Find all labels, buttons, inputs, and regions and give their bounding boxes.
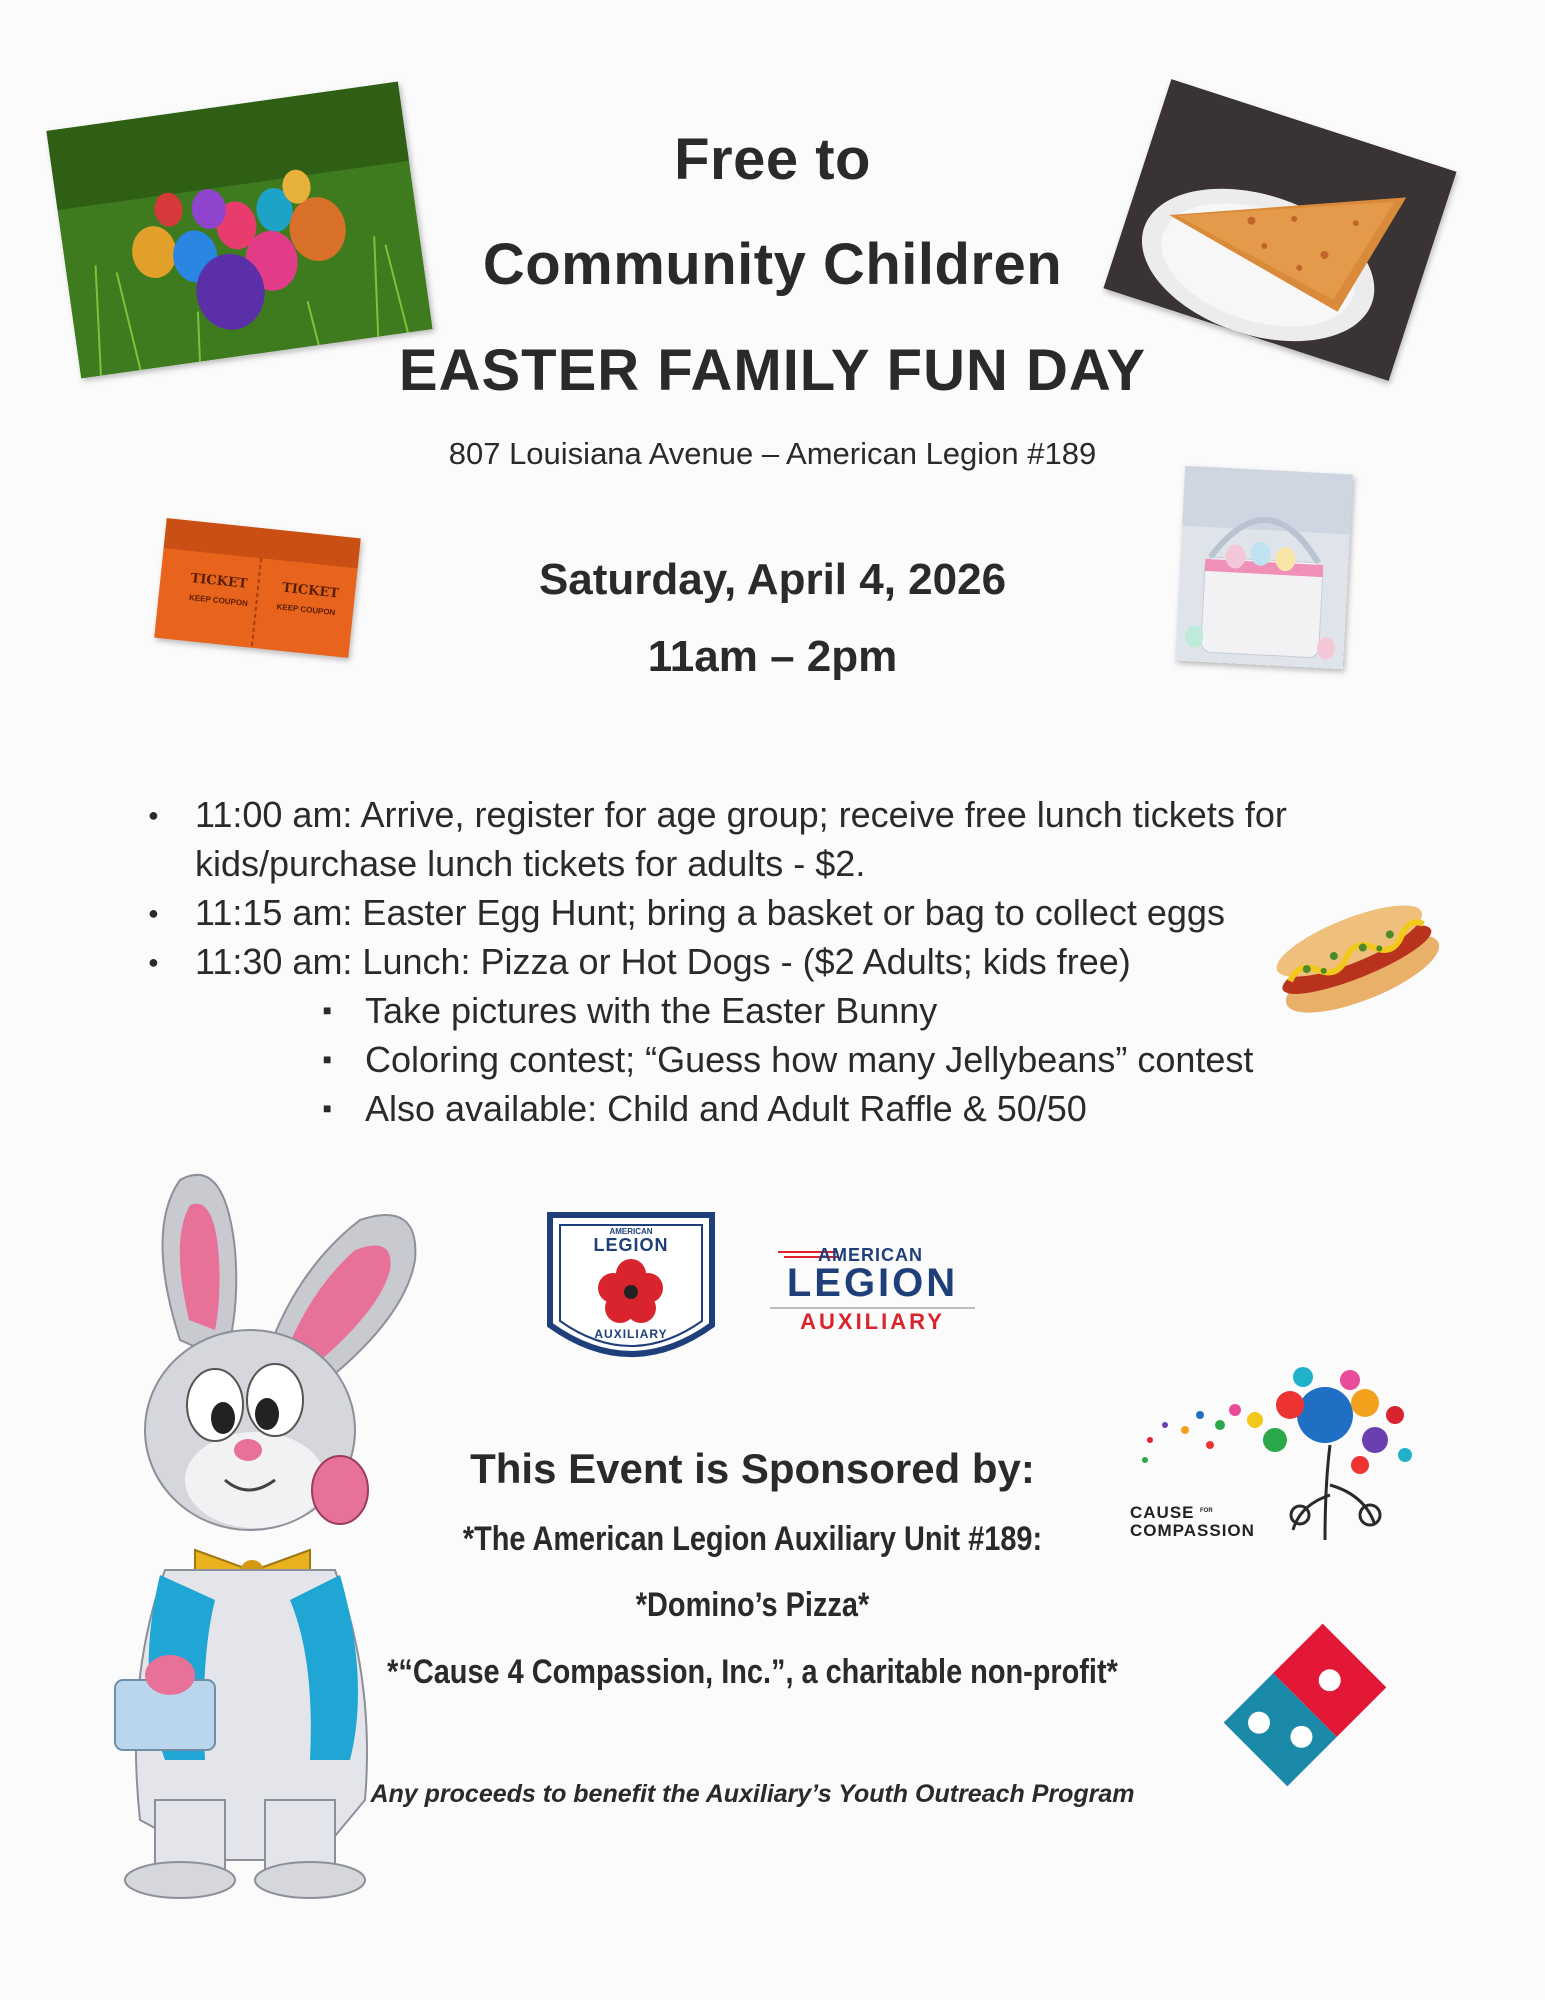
badge-main-text: LEGION	[593, 1235, 669, 1255]
list-item: ■ Coloring contest; “Guess how many Jellybeans” contest	[148, 1035, 1408, 1084]
poppy-icon	[598, 1258, 664, 1324]
event-address: 807 Louisiana Avenue – American Legion #189	[448, 436, 1097, 471]
sponsor-line-legion	[0, 1520, 1505, 1559]
header-line-free-to: Free to	[674, 127, 871, 192]
legion-auxiliary-badge-logo	[540, 1205, 722, 1385]
wordmark-top-text: AMERICAN	[818, 1245, 923, 1265]
list-item: ■ Take pictures with the Easter Bunny	[148, 986, 1408, 1035]
hot-dog-icon	[1265, 880, 1445, 1030]
cause-line1-text: CAUSE	[1130, 1503, 1195, 1522]
event-date: Saturday, April 4, 2026	[538, 555, 1007, 604]
ticket-sub-1: KEEP COUPON	[188, 592, 249, 609]
cause-small-text: FOR	[1200, 1508, 1213, 1514]
badge-top-text: AMERICAN	[609, 1227, 653, 1236]
pizza-slice-photo	[1103, 79, 1456, 381]
list-item: ● 11:30 am: Lunch: Pizza or Hot Dogs - ($2 Adults; kids free)	[148, 937, 1408, 986]
schedule-list	[148, 790, 1408, 1133]
sponsor-line-text: *The American Legion Auxiliary Unit #189:	[462, 1520, 1043, 1558]
ticket-label-2: TICKET	[281, 580, 340, 602]
sponsor-line-text: *“Cause 4 Compassion, Inc.”, a charitable non-profit*	[387, 1653, 1118, 1691]
ticket-sub-2: KEEP COUPON	[276, 602, 336, 618]
wordmark-bottom-text: AUXILIARY	[800, 1309, 945, 1334]
sponsor-title	[0, 1445, 1505, 1493]
sponsor-line-text: *Domino’s Pizza*	[635, 1586, 870, 1624]
page-title: EASTER FAMILY FUN DAY	[398, 338, 1147, 403]
wordmark-main-text: LEGION	[786, 1261, 959, 1305]
ticket-label-1: TICKET	[189, 570, 249, 592]
header-line-community-children: Community Children	[482, 232, 1063, 297]
sponsor-title-text: This Event is Sponsored by:	[470, 1445, 1035, 1492]
footer-note	[0, 1780, 1505, 1809]
badge-bottom-text: AUXILIARY	[594, 1327, 668, 1341]
dominos-logo-icon	[1205, 1605, 1405, 1805]
legion-auxiliary-wordmark-logo	[770, 1245, 975, 1335]
footer-note-text: Any proceeds to benefit the Auxiliary’s Youth Outreach Program	[370, 1780, 1135, 1808]
list-item: ● 11:00 am: Arrive, register for age group; receive free lunch tickets for kids/purchase lunch tickets for adults - $2.	[148, 790, 1375, 888]
cause-line2-text: COMPASSION	[1130, 1521, 1255, 1540]
list-item: ● 11:15 am: Easter Egg Hunt; bring a basket or bag to collect eggs	[148, 888, 1408, 937]
list-item: ■ Also available: Child and Adult Raffle & 50/50	[148, 1084, 1408, 1133]
event-time: 11am – 2pm	[647, 632, 898, 681]
